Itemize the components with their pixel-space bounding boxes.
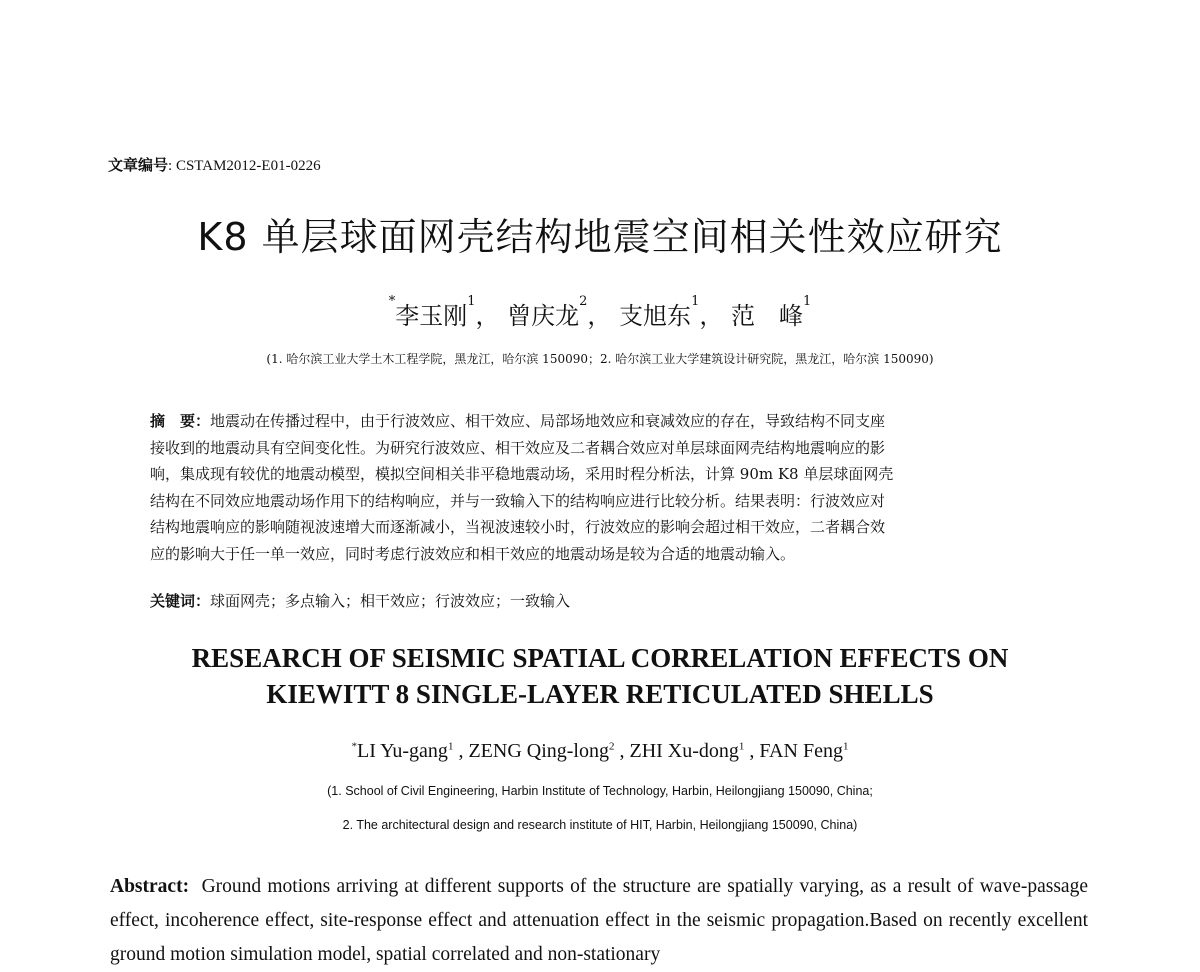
- abstract-text: Ground motions arriving at different supports of the structure are spatially varying, as a result of wave-passage effect, incoherence effect, site-response effect and attenuation effect in the seismic propagation.Based on recently excellent ground motion simulation model, spatial correlated and non-stationary: [110, 876, 1088, 965]
- abstract-line: 应的影响大于任一单一效应，同时考虑行波效应和相干效应的地震动场是较为合适的地震动输入。: [150, 544, 796, 563]
- english-title: [0, 640, 1200, 712]
- keywords-text: 球面网壳；多点输入；相干效应；行波效应；一致输入: [210, 592, 571, 610]
- abstract-label: Abstract:: [110, 876, 190, 897]
- english-title-line: RESEARCH OF SEISMIC SPATIAL CORRELATION EFFECTS ON: [191, 643, 1009, 673]
- abstract-line: 响，集成现有较优的地震动模型，模拟空间相关非平稳地震动场，采用时程分析法，计算 90m K8 单层球面网壳: [150, 465, 894, 483]
- chinese-title: K8 单层球面网壳结构地震空间相关性效应研究: [197, 215, 1003, 259]
- chinese-keywords: [150, 590, 1052, 611]
- abstract-line: 接收到的地震动具有空间变化性。为研究行波效应、相干效应及二者耦合效应对单层球面网壳结构地震响应的影: [150, 438, 886, 457]
- author-item: *李玉刚$^1$，: [388, 294, 500, 330]
- chinese-affiliation: (1. 哈尔滨工业大学土木工程学院，黑龙江，哈尔滨 150090；2. 哈尔滨工业大学建筑设计研究院，黑龙江，哈尔滨 150090): [266, 352, 934, 366]
- abstract-line: 摘 要：地震动在传播过程中，由于行波效应、相干效应、局部场地效应和衰减效应的存在，导致结构不同支座: [150, 412, 886, 430]
- article-number-sep: :: [168, 158, 173, 174]
- chinese-authors: [0, 296, 1200, 331]
- author-item: FAN Feng$^1$: [759, 740, 849, 762]
- english-title-line: KIEWITT 8 SINGLE-LAYER RETICULATED SHELLS: [266, 679, 934, 709]
- abstract-line: 结构地震响应的影响随视波速增大而逐渐减小，当视波速较小时，行波效应的影响会超过相干效应，二者耦合效: [150, 518, 886, 536]
- english-affiliation-1: (1. School of Civil Engineering, Harbin Institute of Technology, Harbin, Heilongjiang 150090, China;: [327, 784, 873, 798]
- author-item: 范 峰$^1$: [730, 294, 812, 330]
- abstract-label: 摘 要：: [150, 412, 211, 430]
- english-authors: [0, 740, 1200, 763]
- author-item: ZENG Qing-long$^2$ ,: [468, 740, 630, 762]
- author-item: *LI Yu-gang$^1$ ,: [351, 740, 469, 762]
- abstract-line: 结构在不同效应地震动场作用下的结构响应，并与一致输入下的结构响应进行比较分析。结果表明：行波效应对: [150, 491, 886, 510]
- author-item: 支旭东$^1$，: [619, 294, 724, 330]
- article-number-label: 文章编号: [108, 158, 169, 174]
- keywords-label: 关键词：: [150, 592, 211, 610]
- article-number-value: CSTAM2012-E01-0226: [175, 158, 321, 174]
- english-abstract: [110, 870, 1088, 972]
- article-number: [108, 154, 321, 175]
- author-item: ZHI Xu-dong$^1$ ,: [629, 740, 760, 762]
- chinese-abstract: [150, 408, 1052, 567]
- english-affiliation-2: 2. The architectural design and research institute of HIT, Harbin, Heilongjiang 150090, China): [342, 818, 858, 832]
- author-item: 曾庆龙$^2$，: [507, 294, 612, 330]
